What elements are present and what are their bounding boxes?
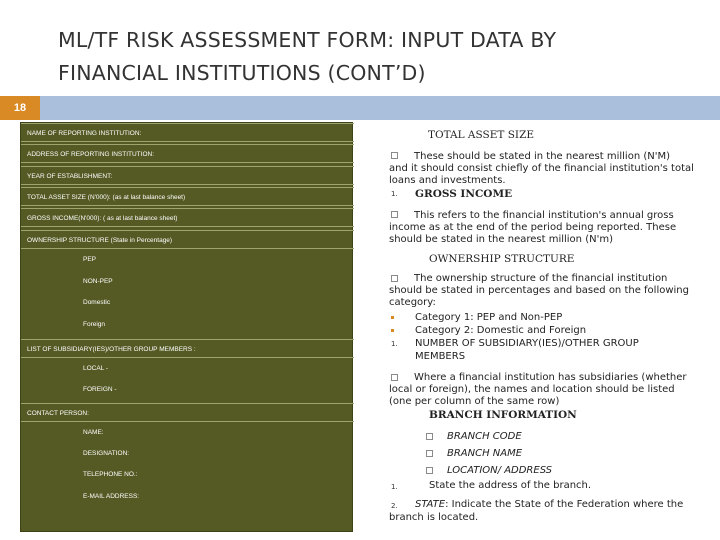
total-asset-text: and it should consist chiefly of the financial institution's total	[389, 163, 694, 174]
list-number: 1.	[391, 190, 398, 198]
title-line-2: FINANCIAL INSTITUTIONS (CONT’D)	[58, 61, 426, 85]
checkbox-icon	[426, 467, 433, 474]
list-number: 1.	[391, 340, 398, 348]
form-label-year: YEAR OF ESTABLISHMENT:	[27, 173, 113, 180]
heading-gross-income: GROSS INCOME	[415, 188, 513, 200]
ownership-domestic: Domestic	[83, 299, 111, 306]
subsidiary-text: Where a financial institution has subsidiaries (whether	[414, 372, 687, 383]
form-row	[21, 230, 354, 249]
contact-email: E-MAIL ADDRESS:	[83, 493, 140, 500]
form-label-total-asset: TOTAL ASSET SIZE (N'000): (as at last balance sheet)	[27, 194, 186, 201]
subsidiary-text: local or foreign), the names and location should be listed	[389, 384, 675, 395]
title-line-1: ML/TF RISK ASSESSMENT FORM: INPUT DATA BY	[58, 28, 557, 52]
checkbox-icon	[426, 433, 433, 440]
branch-item: BRANCH NAME	[447, 448, 523, 459]
contact-name: NAME:	[83, 429, 104, 436]
branch-step: branch is located.	[389, 512, 479, 523]
checkbox-icon	[426, 450, 433, 457]
branch-item: BRANCH CODE	[447, 431, 522, 442]
subsidiary-heading: MEMBERS	[415, 351, 466, 362]
list-number: 2.	[391, 502, 398, 510]
total-asset-text: loans and investments.	[389, 175, 506, 186]
ownership-non-pep: NON-PEP	[83, 278, 113, 285]
category-item: Category 2: Domestic and Foreign	[415, 325, 587, 336]
form-label-name: NAME OF REPORTING INSTITUTION:	[27, 130, 142, 137]
form-label-ownership: OWNERSHIP STRUCTURE (State in Percentage)	[27, 237, 173, 244]
form-label-address: ADDRESS OF REPORTING INSTITUTION:	[27, 151, 155, 158]
checkbox-icon	[391, 275, 398, 282]
form-row	[21, 187, 354, 206]
subsidiary-local: LOCAL -	[83, 365, 109, 372]
bullet-icon	[391, 329, 394, 332]
gross-income-text: This refers to the financial institution's annual gross	[414, 210, 674, 221]
subsidiary-text: (one per column of the same row)	[389, 396, 560, 407]
checkbox-icon	[391, 152, 398, 159]
subsidiary-heading: NUMBER OF SUBSIDIARY(IES)/OTHER GROUP	[415, 338, 639, 349]
total-asset-text: These should be stated in the nearest million (N'M)	[414, 151, 670, 162]
gross-income-text: should be stated in the nearest million (N'm)	[389, 234, 613, 245]
branch-step: State the address of the branch.	[429, 480, 592, 491]
list-number: 1.	[391, 483, 398, 491]
slide-number: 18	[0, 96, 40, 120]
form-row	[21, 166, 354, 185]
branch-item: LOCATION/ ADDRESS	[447, 465, 553, 476]
contact-designation: DESIGNATION:	[83, 450, 130, 457]
ownership-text: category:	[389, 297, 436, 308]
ownership-text: The ownership structure of the financial institution	[414, 273, 668, 284]
heading-ownership: OWNERSHIP STRUCTURE	[429, 253, 575, 265]
form-row	[21, 123, 354, 142]
category-item: Category 1: PEP and Non-PEP	[415, 312, 563, 323]
form-row	[21, 403, 354, 422]
heading-branch-info: BRANCH INFORMATION	[429, 409, 577, 421]
state-label: STATE	[415, 499, 446, 510]
slide-title	[58, 24, 698, 90]
branch-step	[415, 499, 683, 511]
gross-income-text: income as at the end of the period being reported. These	[389, 222, 677, 233]
checkbox-icon	[391, 374, 398, 381]
form-row	[21, 144, 354, 163]
form-label-gross-income: GROSS INCOME(N'000): ( as at last balance sheet)	[27, 215, 178, 222]
heading-total-asset: TOTAL ASSET SIZE	[428, 129, 535, 141]
checkbox-icon	[391, 211, 398, 218]
form-row	[21, 208, 354, 227]
form-label-subsidiaries: LIST OF SUBSIDIARY(IES)/OTHER GROUP MEMBERS :	[27, 346, 196, 353]
form-panel	[20, 122, 353, 532]
slide-header-bar	[0, 96, 720, 120]
bullet-icon	[391, 316, 394, 319]
ownership-text: should be stated in percentages and based on the following	[389, 285, 689, 296]
form-label-contact: CONTACT PERSON:	[27, 410, 89, 417]
ownership-foreign: Foreign	[83, 321, 106, 328]
subsidiary-foreign: FOREIGN -	[83, 386, 117, 393]
state-text: : Indicate the State of the Federation where the	[445, 499, 684, 510]
contact-telephone: TELEPHONE NO.:	[83, 471, 138, 478]
ownership-pep: PEP	[83, 256, 97, 263]
form-row	[21, 339, 354, 358]
